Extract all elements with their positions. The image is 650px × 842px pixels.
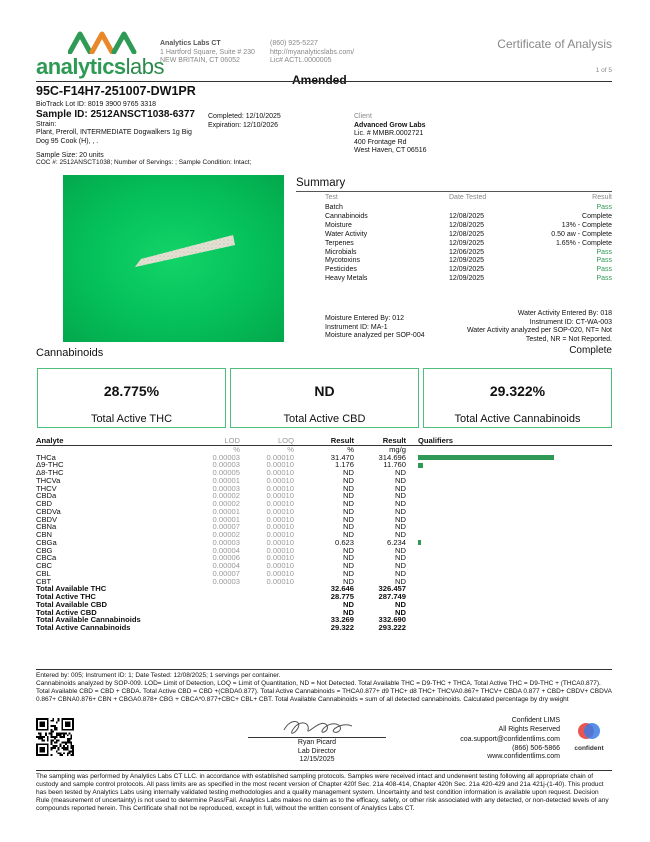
analyte-row xyxy=(36,469,612,477)
cannabinoids-status: Complete xyxy=(569,345,612,356)
analyte-result-mg: ND xyxy=(395,522,406,532)
wa-entered: Water Activity Entered By: 018 xyxy=(517,310,612,317)
analyte-name: CBDa xyxy=(36,491,57,501)
analyte-qualifier xyxy=(406,492,612,500)
total-cbd-label: Total Active CBD xyxy=(283,413,366,425)
total-thc-label: Total Active THC xyxy=(90,413,173,425)
biotrack-id: BioTrack Lot ID: 8019 3900 9765 3318 xyxy=(36,101,156,108)
lab-phone: (860) 925-5227 xyxy=(270,40,318,47)
analyte-result-mg: 11.760 xyxy=(383,460,406,470)
summary-result: Pass xyxy=(596,275,612,283)
page-number: 1 of 5 xyxy=(595,67,612,74)
analyte-qualifier xyxy=(406,578,612,586)
preroll-image-icon xyxy=(63,175,284,342)
summary-row xyxy=(325,204,612,213)
analyte-loq: 0.00010 xyxy=(266,468,294,477)
moisture-sop: Moisture analyzed per SOP-004 xyxy=(325,332,425,339)
summary-test: Cannabinoids xyxy=(325,212,368,220)
signature-date: 12/15/2025 xyxy=(299,756,335,763)
notes-line2: Cannabinoids analyzed by SOP-009. LOD= Limit of Detection, LOQ = Limit of Quantitation, ND = Not Detected. Total Available THC = D9-THC + THCA. Total Active THC = D9-THC + (THCA0.877). Total Available CBD = CBD + CBDA. Total Active CBD = CBD +(CBDA0.877). Total Active Cannabinoids = THCA0.877+ d9 THC+ d8 THC+ THCVA0.867+ THCV+ CBDA 0.877 + CBD+ CBDV+ CBDVA 0.867+ CBNA0.876+ CBN + CBGA0.878+ CBG + CBCA*0.877+CBC+ CBL+ CBT. Total Available Cannabinoids = sum of all detected cannabinoids. Calculated percentage by dry weight xyxy=(36,680,612,703)
analyte-result-pct: ND xyxy=(343,530,354,539)
analyte-result-mg: ND xyxy=(395,514,406,524)
confident-info xyxy=(460,717,560,762)
analyte-loq: 0.00010 xyxy=(266,491,294,501)
summary-result: Pass xyxy=(596,257,612,265)
result-bar xyxy=(418,540,421,545)
analyte-loq: 0.00010 xyxy=(266,561,294,570)
cannabinoid-notes xyxy=(36,672,612,704)
col-qualifiers: Qualifiers xyxy=(406,437,612,445)
analyte-loq: 0.00010 xyxy=(266,514,294,524)
lab-address2: NEW BRITAIN, CT 06052 xyxy=(160,57,240,64)
analyte-row xyxy=(36,562,612,570)
analyte-name: CBDVa xyxy=(36,506,61,516)
lab-name: Analytics Labs CT xyxy=(160,40,221,47)
analyte-result-mg: ND xyxy=(395,553,406,563)
total-name: Total Available CBD xyxy=(36,599,108,609)
analyte-result-pct: ND xyxy=(343,491,354,501)
analyte-qualifier xyxy=(406,562,612,570)
total-cbd-value: ND xyxy=(314,383,335,399)
summary-col-date: Date Tested xyxy=(449,194,487,201)
analyte-loq: 0.00010 xyxy=(266,506,294,516)
logo-text-a: analytics xyxy=(36,54,126,79)
analyte-name: CBGa xyxy=(36,537,57,547)
analyte-lod: 0.00003 xyxy=(212,460,240,470)
total-mg: 293.222 xyxy=(378,623,406,632)
total-row xyxy=(36,624,612,632)
analyte-result-mg: ND xyxy=(395,561,406,570)
summary-test: Moisture xyxy=(325,221,352,229)
summary-title: Summary xyxy=(296,177,346,189)
strain-label: Strain: xyxy=(36,121,57,128)
total-cannabinoids-box xyxy=(423,368,612,428)
analyte-result-pct: ND xyxy=(343,499,354,508)
analyte-lod: 0.00007 xyxy=(212,568,240,578)
batch-id: 95C-F14H7-251007-DW1PR xyxy=(36,84,196,98)
analyte-result-pct: ND xyxy=(343,514,354,524)
summary-date: 12/08/2025 xyxy=(449,221,485,229)
total-cbd-box xyxy=(230,368,419,428)
total-cannabinoids-label: Total Active Cannabinoids xyxy=(454,413,581,425)
analyte-name: CBG xyxy=(36,545,53,555)
analyte-qualifier xyxy=(406,469,612,477)
completed-date: Completed: 12/10/2025 xyxy=(208,113,281,120)
moisture-instrument: Instrument ID: MA-1 xyxy=(325,323,388,331)
total-mg: ND xyxy=(395,599,406,609)
confident-logo-text: confident xyxy=(574,745,604,752)
summary-date xyxy=(449,204,529,213)
analyte-lod: 0.00001 xyxy=(212,506,240,516)
summary-result: Complete xyxy=(582,212,612,220)
analyte-name: CBNa xyxy=(36,522,57,532)
total-pct: 33.269 xyxy=(330,615,354,625)
analyte-qualifier xyxy=(406,477,612,485)
confident-line2: All Rights Reserved xyxy=(498,725,560,733)
analyte-row xyxy=(36,454,612,462)
analyte-qualifier xyxy=(406,485,612,493)
analyte-result-pct: ND xyxy=(343,568,354,578)
result-bar xyxy=(418,463,423,468)
analyte-result-mg: ND xyxy=(395,483,406,493)
analyte-header-row xyxy=(36,437,612,445)
sample-size: Sample Size: 20 units xyxy=(36,152,104,159)
total-mg: 326.457 xyxy=(378,584,406,594)
notes-line1: Entered by: 005; Instrument ID: 1; Date Tested: 12/08/2025; 1 servings per container. xyxy=(36,672,281,679)
total-pct: 32.646 xyxy=(330,584,354,594)
analyte-loq: 0.00010 xyxy=(266,576,294,586)
analyte-table xyxy=(36,437,612,632)
analyte-lod: 0.00003 xyxy=(212,537,240,547)
analyte-qualifier xyxy=(406,554,612,562)
confident-line1: Confident LIMS xyxy=(511,717,560,724)
analyte-name: CBD xyxy=(36,499,53,508)
summary-result: Pass xyxy=(596,204,612,211)
analyte-result-mg: ND xyxy=(395,499,406,508)
analyte-lod: 0.00006 xyxy=(212,553,240,563)
analyte-loq: 0.00010 xyxy=(266,530,294,539)
total-row xyxy=(36,593,612,601)
cannabinoids-title: Cannabinoids xyxy=(36,347,104,359)
analyte-qualifier xyxy=(406,547,612,555)
analyte-result-pct: ND xyxy=(343,545,354,555)
col-lod: LOD xyxy=(176,437,240,445)
doc-title: Certificate of Analysis xyxy=(497,37,612,51)
confident-url[interactable]: www.confidentlims.com xyxy=(487,753,560,760)
summary-test: Mycotoxins xyxy=(325,257,361,265)
summary-row xyxy=(325,213,612,222)
analyte-lod: 0.00007 xyxy=(212,522,240,532)
lab-contact xyxy=(270,40,354,66)
analyte-result-mg: ND xyxy=(395,491,406,501)
analyte-result-mg: ND xyxy=(395,545,406,555)
analyte-result-pct: 1.176 xyxy=(334,460,354,470)
analyte-result-mg: ND xyxy=(395,576,406,586)
summary-result: 13% - Complete xyxy=(561,221,612,229)
summary-col-result: Result xyxy=(592,194,612,201)
col-result2: Result xyxy=(354,437,406,445)
analyte-row xyxy=(36,485,612,493)
description-line2: Dog 95 Cook (H), , . xyxy=(36,137,99,145)
analyte-loq: 0.00010 xyxy=(266,568,294,578)
total-pct: ND xyxy=(343,607,354,617)
signatory-title: Lab Director xyxy=(297,747,337,755)
lab-url[interactable]: http://myanalyticslabs.com/ xyxy=(270,48,355,56)
dates xyxy=(208,113,281,130)
client-license: Lic. # MMBR.0002721 xyxy=(354,130,424,137)
analyte-loq: 0.00010 xyxy=(266,553,294,563)
summary-result: Pass xyxy=(596,266,612,274)
total-name: Total Active THC xyxy=(36,592,96,601)
qr-code-icon xyxy=(36,718,74,756)
summary-date: 12/08/2025 xyxy=(449,230,485,238)
result-bar xyxy=(418,455,554,460)
total-row xyxy=(36,601,612,609)
summary-row xyxy=(325,249,612,258)
analyte-lod: 0.00004 xyxy=(212,545,240,555)
summary-row xyxy=(325,275,612,284)
summary-table xyxy=(325,204,612,284)
logo-text-b: labs xyxy=(125,54,165,79)
signatory-name: Ryan Picard xyxy=(297,739,337,746)
unit-lod: % xyxy=(233,444,240,454)
analyte-result-mg: ND xyxy=(395,468,406,477)
moisture-entered: Moisture Entered By: 012 xyxy=(325,315,404,322)
analyte-loq: 0.00010 xyxy=(266,475,294,485)
lab-address1: 1 Hartford Square, Suite # 230 xyxy=(160,48,255,56)
summary-date: 12/08/2025 xyxy=(449,212,485,220)
sample-photo xyxy=(63,175,284,342)
analyte-qualifier xyxy=(406,523,612,531)
analyte-loq: 0.00010 xyxy=(266,545,294,555)
confident-email[interactable]: coa.support@confidentlims.com xyxy=(460,736,560,743)
total-name: Total Available Cannabinoids xyxy=(36,615,141,625)
analyte-qualifier xyxy=(406,570,612,578)
analyte-lod: 0.00003 xyxy=(212,452,240,462)
wa-sop: Water Activity analyzed per SOP-020, NT= Not xyxy=(466,327,612,334)
total-name: Total Active Cannabinoids xyxy=(36,623,131,632)
analyte-qualifier xyxy=(406,454,612,462)
summary-date: 12/09/2025 xyxy=(449,275,485,283)
analyte-qualifier xyxy=(406,508,612,516)
analyte-result-pct: ND xyxy=(343,506,354,516)
analyte-name: THCV xyxy=(36,483,57,493)
total-thc-value: 28.775% xyxy=(103,383,160,399)
unit-loq: % xyxy=(287,444,294,454)
analyte-lod: 0.00002 xyxy=(212,530,240,539)
analyte-name: CBN xyxy=(36,530,53,539)
analyte-qualifier xyxy=(406,500,612,508)
analyte-name: Δ9-THC xyxy=(36,460,64,470)
unit-result: % xyxy=(347,444,354,454)
analyte-row xyxy=(36,492,612,500)
analyte-name: CBDV xyxy=(36,514,58,524)
summary-test: Water Activity xyxy=(325,230,368,238)
summary-test: Terpenes xyxy=(325,239,354,247)
summary-result: Pass xyxy=(596,248,612,256)
confident-logo-icon xyxy=(577,722,601,740)
analyte-result-mg: 6.234 xyxy=(386,537,406,547)
summary-row xyxy=(325,240,612,249)
summary-test: Pesticides xyxy=(325,266,357,274)
analyte-result-pct: ND xyxy=(343,522,354,532)
analyte-result-pct: ND xyxy=(343,553,354,563)
unit-result2: mg/g xyxy=(389,444,406,454)
analyte-name: CBT xyxy=(36,576,52,586)
summary-date: 12/09/2025 xyxy=(449,257,485,265)
summary-date: 12/06/2025 xyxy=(449,248,485,256)
analyte-result-mg: ND xyxy=(395,475,406,485)
analyte-lod: 0.00002 xyxy=(212,491,240,501)
analyte-row xyxy=(36,578,612,586)
analyte-qualifier xyxy=(406,539,612,547)
total-name: Total Active CBD xyxy=(36,607,97,617)
analyte-loq: 0.00010 xyxy=(266,483,294,493)
analyte-result-pct: ND xyxy=(343,475,354,485)
analyte-result-pct: ND xyxy=(343,561,354,570)
coc-info: COC #: 2512ANSCT1038; Number of Servings: ; Sample Condition: Intact; xyxy=(36,159,252,166)
footer-disclaimer: The sampling was performed by Analytics Labs CT LLC. in accordance with established sampling protocols. Samples were received intact and underwent testing following all appropriate chain of custody and sample control protocols. All pass limits are as specified in the most recent version of Chapter 420f Sec. 21a 408-414, Chapter 420h Sec. 21a 420-429 and 21a 421j-(1-40). This product has been tested by Analytics Labs using internally validated testing methodologies and a quality management system. Uncertainty and test condition information is available upon request. Decision Rule (measurement of uncertainty) is not used to determine Pass/Fail. Analytics Labs makes no claim as to the efficacy, safety, or other risk associated with any detected, or non-detected levels of any compounds reported herein. This Certificate shall not be reproduced, except in full, without the written consent of Analytics Labs CT. xyxy=(36,773,609,812)
analyte-result-mg: ND xyxy=(395,506,406,516)
analyte-row xyxy=(36,531,612,539)
total-mg: ND xyxy=(395,607,406,617)
lab-license: Lic# ACTL.0000005 xyxy=(270,57,332,64)
client-name: Advanced Grow Labs xyxy=(354,121,426,129)
analyte-loq: 0.00010 xyxy=(266,452,294,462)
analyte-row xyxy=(36,570,612,578)
total-name: Total Available THC xyxy=(36,584,107,594)
analyte-name: CBCa xyxy=(36,553,57,563)
analyte-lod: 0.00005 xyxy=(212,468,240,477)
total-pct: ND xyxy=(343,599,354,609)
total-thc-box xyxy=(37,368,226,428)
analyte-name: THCVa xyxy=(36,475,61,485)
analyte-result-mg: 314.696 xyxy=(378,452,406,462)
col-result: Result xyxy=(294,437,354,445)
analyte-row xyxy=(36,477,612,485)
analyte-row xyxy=(36,461,612,469)
analyte-lod: 0.00002 xyxy=(212,499,240,508)
col-analyte: Analyte xyxy=(36,437,176,445)
total-cannabinoids-value: 29.322% xyxy=(489,383,546,399)
total-mg: 332.690 xyxy=(378,615,406,625)
summary-date: 12/09/2025 xyxy=(449,266,485,274)
analyte-name: CBL xyxy=(36,568,51,578)
total-mg: 287.749 xyxy=(378,592,406,601)
water-activity-info xyxy=(467,310,612,344)
logo xyxy=(36,30,165,80)
analyte-result-pct: ND xyxy=(343,468,354,477)
analyte-qualifier xyxy=(406,461,612,469)
col-loq: LOQ xyxy=(240,437,294,445)
summary-row xyxy=(325,266,612,275)
confident-logo xyxy=(566,722,612,754)
client-label: Client xyxy=(354,113,372,120)
total-pct: 28.775 xyxy=(330,592,354,601)
analyte-loq: 0.00010 xyxy=(266,499,294,508)
client-address2: West Haven, CT 06516 xyxy=(354,147,427,154)
summary-result: 0.50 aw - Complete xyxy=(551,230,612,238)
analyte-row xyxy=(36,547,612,555)
wa-sop2: Tested, NR = Not Reported. xyxy=(525,335,612,343)
analyte-lod: 0.00001 xyxy=(212,514,240,524)
analyte-result-pct: ND xyxy=(343,483,354,493)
wa-instrument: Instrument ID: CT-WA-003 xyxy=(529,318,612,326)
analyte-loq: 0.00010 xyxy=(266,522,294,532)
units-row xyxy=(36,445,612,453)
total-pct: 29.322 xyxy=(330,623,354,632)
confident-phone: (866) 506-5866 xyxy=(512,744,560,752)
amended-label: Amended xyxy=(292,73,347,87)
analyte-result-pct: 31.470 xyxy=(330,452,354,462)
analyte-result-mg: ND xyxy=(395,530,406,539)
summary-row xyxy=(325,231,612,240)
analyte-row xyxy=(36,554,612,562)
analyte-lod: 0.00003 xyxy=(212,576,240,586)
analyte-row xyxy=(36,516,612,524)
analyte-result-mg: ND xyxy=(395,568,406,578)
analyte-lod: 0.00003 xyxy=(212,483,240,493)
analyte-row xyxy=(36,500,612,508)
summary-row xyxy=(325,222,612,231)
analyte-loq: 0.00010 xyxy=(266,460,294,470)
moisture-info xyxy=(325,315,425,341)
summary-test: Heavy Metals xyxy=(325,275,368,283)
analyte-row xyxy=(36,539,612,547)
summary-col-test: Test xyxy=(325,194,338,201)
lab-info xyxy=(160,40,255,66)
sample-id: Sample ID: 2512ANSCT1038-6377 xyxy=(36,109,195,120)
sample-description xyxy=(36,129,216,146)
analyte-result-pct: ND xyxy=(343,576,354,586)
summary-test: Microbials xyxy=(325,248,357,256)
summary-test: Batch xyxy=(325,204,343,211)
analyte-lod: 0.00004 xyxy=(212,561,240,570)
summary-result: 1.65% - Complete xyxy=(555,239,612,247)
analyte-result-pct: 0.623 xyxy=(334,537,354,547)
analyte-name: THCa xyxy=(36,452,56,462)
expiration-date: Expiration: 12/10/2026 xyxy=(208,121,279,129)
description-line1: Plant, Preroll, INTERMEDIATE Dogwalkers 1g Big xyxy=(36,129,192,136)
analyte-qualifier xyxy=(406,531,612,539)
analyte-row xyxy=(36,523,612,531)
analyte-qualifier xyxy=(406,516,612,524)
summary-row xyxy=(325,257,612,266)
analyte-name: Δ8-THC xyxy=(36,468,64,477)
analyte-name: CBC xyxy=(36,561,53,570)
analyte-lod: 0.00001 xyxy=(212,475,240,485)
signatory xyxy=(248,739,386,765)
client-info xyxy=(354,113,427,156)
analyte-loq: 0.00010 xyxy=(266,537,294,547)
client-address1: 400 Frontage Rd xyxy=(354,138,407,146)
logo-mark-icon xyxy=(68,30,148,54)
summary-date: 12/09/2025 xyxy=(449,239,485,247)
total-row xyxy=(36,585,612,593)
analyte-row xyxy=(36,508,612,516)
